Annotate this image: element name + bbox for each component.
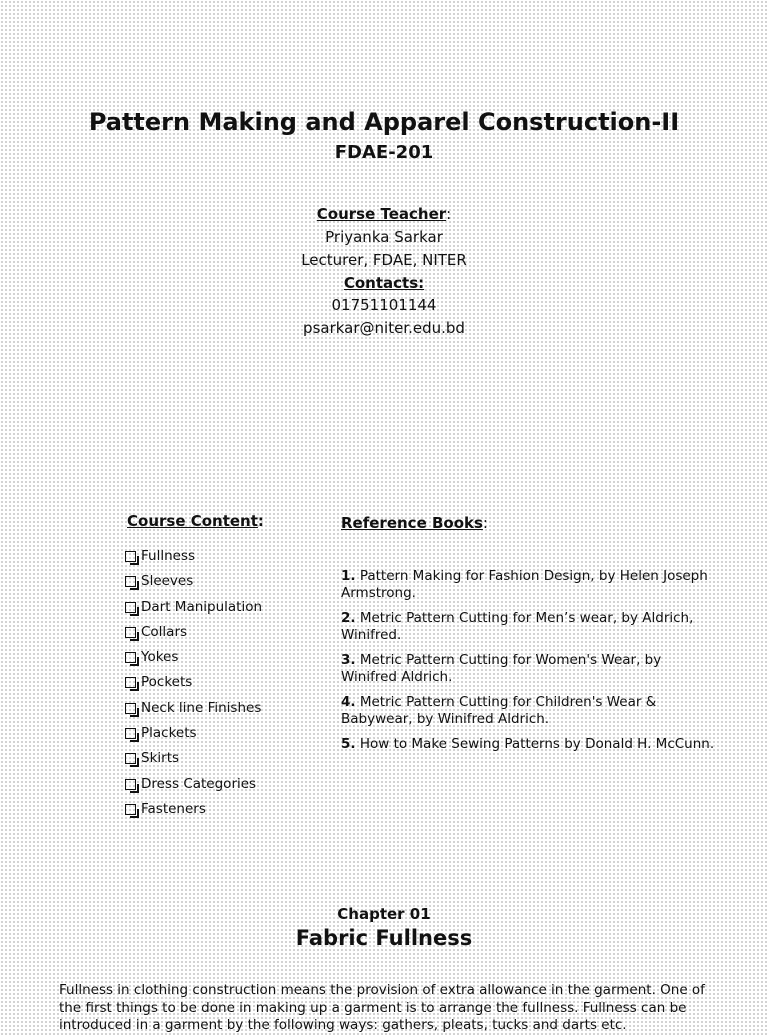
reference-book-item — [341, 694, 721, 728]
reference-book-number: 1. — [341, 568, 356, 584]
reference-books-heading: Reference Books: — [341, 514, 488, 532]
checkbox-bullet-icon — [125, 551, 136, 562]
checkbox-bullet-icon — [125, 703, 136, 714]
reference-books-heading-text: Reference Books — [341, 514, 483, 532]
reference-book-title: Pattern Making for Fashion Design, by Helen Joseph Armstrong. — [341, 568, 708, 601]
contacts-label: Contacts: — [343, 274, 425, 292]
reference-book-number: 2. — [341, 610, 356, 626]
reference-book-number: 5. — [341, 736, 356, 752]
teacher-label: Course Teacher — [316, 205, 447, 223]
course-content-item-label: Pockets — [141, 674, 193, 691]
course-content-item-label: Fullness — [141, 548, 196, 564]
reference-book-title: Metric Pattern Cutting for Men’s wear, by Aldrich, Winifred. — [341, 610, 694, 643]
checkbox-bullet-icon — [125, 728, 136, 739]
course-code: FDAE-201 — [334, 142, 434, 163]
course-content-heading-text: Course Content — [127, 512, 258, 530]
checkbox-bullet-icon — [125, 779, 136, 790]
course-content-list — [125, 548, 262, 826]
reference-book-item — [341, 736, 721, 753]
checkbox-bullet-icon — [125, 677, 136, 688]
contacts-label-line — [0, 274, 768, 292]
reference-book-item — [341, 652, 721, 686]
teacher-position: Lecturer, FDAE, NITER — [301, 251, 467, 269]
checkbox-bullet-icon — [125, 602, 136, 613]
course-content-item-label: Sleeves — [141, 573, 194, 590]
reference-book-title: Metric Pattern Cutting for Women's Wear, by Winifred Aldrich. — [341, 652, 662, 685]
course-content-item — [125, 674, 262, 699]
course-content-item-label: Yokes — [141, 649, 179, 666]
course-content-item — [125, 548, 262, 573]
reference-book-item — [341, 610, 721, 644]
course-content-item — [125, 649, 262, 674]
reference-book-number: 3. — [341, 652, 356, 668]
teacher-label-line: Course Teacher: — [316, 205, 452, 223]
chapter-title: Fabric Fullness — [295, 926, 473, 950]
reference-book-title: Metric Pattern Cutting for Children's Wear & Babywear, by Winifred Aldrich. — [341, 694, 657, 727]
course-content-item — [125, 573, 262, 598]
course-content-item — [125, 801, 262, 826]
course-content-item — [125, 624, 262, 649]
email-address: psarkar@niter.edu.bd — [303, 319, 465, 337]
course-content-item — [125, 725, 262, 750]
course-content-item-label: Neck line Finishes — [141, 699, 262, 716]
chapter-label: Chapter 01 — [337, 905, 431, 923]
course-content-item-label: Dart Manipulation — [141, 598, 263, 615]
checkbox-bullet-icon — [125, 576, 136, 587]
reference-books-list — [341, 568, 721, 761]
course-content-heading: Course Content: — [127, 512, 264, 530]
course-content-item — [125, 776, 262, 801]
course-content-item-label: Dress Categories — [141, 775, 257, 792]
course-content-item — [125, 750, 262, 775]
reference-book-title: How to Make Sewing Patterns by Donald H. McCunn. — [355, 736, 715, 752]
checkbox-bullet-icon — [125, 753, 136, 764]
phone-number: 01751101144 — [331, 296, 437, 314]
chapter-body-text: Fullness in clothing construction means the provision of extra allowance in the garment. One of the first things to be done in making up a garment is to arrange the fullness. Fullness can be introduced in a garment by the following ways: gathers, pleats, tucks and darts etc. — [59, 982, 705, 1033]
course-content-item-label: Skirts — [141, 750, 180, 767]
course-content-item-label: Collars — [141, 623, 188, 640]
checkbox-bullet-icon — [125, 652, 136, 663]
teacher-name: Priyanka Sarkar — [325, 228, 443, 246]
course-content-item — [125, 599, 262, 624]
reference-book-number: 4. — [341, 694, 356, 710]
checkbox-bullet-icon — [125, 627, 136, 638]
checkbox-bullet-icon — [125, 804, 136, 815]
document-title: Pattern Making and Apparel Construction-II — [88, 108, 680, 136]
reference-book-item — [341, 568, 721, 602]
course-content-item-label: Plackets — [141, 725, 197, 742]
course-content-item-label: Fasteners — [141, 800, 206, 817]
course-content-item — [125, 700, 262, 725]
